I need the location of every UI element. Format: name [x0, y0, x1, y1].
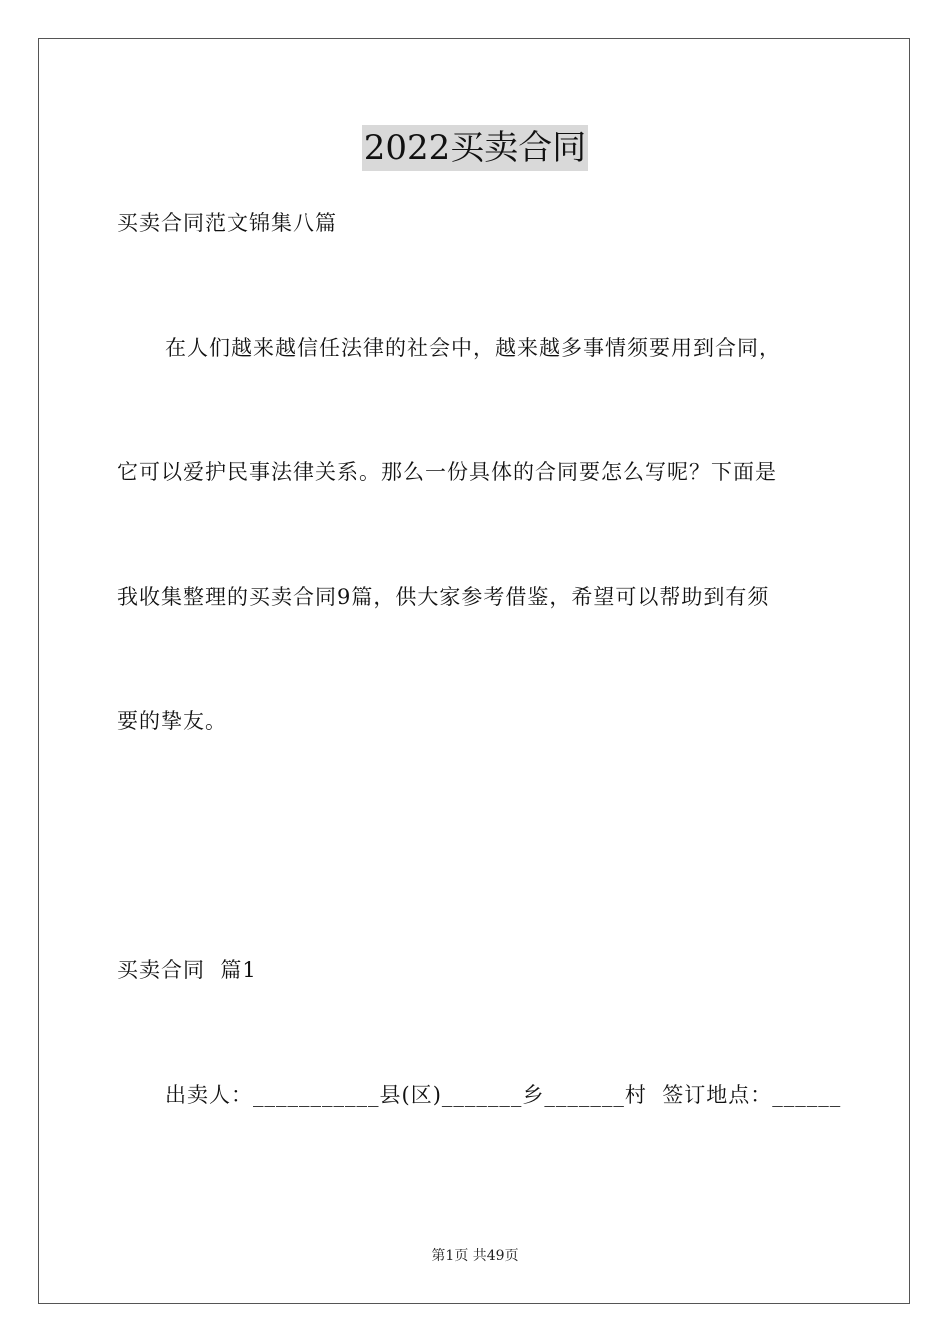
- seller-info-line: 出卖人：___________县(区)_______乡_______村 签订地点：______: [165, 1083, 842, 1107]
- section-title: 买卖合同 篇1: [117, 958, 257, 982]
- intro-line-1: 在人们越来越信任法律的社会中，越来越多事情须要用到合同，: [165, 336, 781, 360]
- intro-line-3: 我收集整理的买卖合同9篇，供大家参考借鉴，希望可以帮助到有须: [117, 585, 770, 609]
- intro-line-4: 要的挚友。: [117, 709, 227, 733]
- page-footer: 第1页 共49页: [431, 1248, 519, 1264]
- title-container: [0, 125, 950, 171]
- document-title: 2022买卖合同: [362, 125, 589, 171]
- document-subtitle: 买卖合同范文锦集八篇: [117, 211, 337, 235]
- intro-line-2: 它可以爱护民事法律关系。那么一份具体的合同要怎么写呢？下面是: [117, 460, 777, 484]
